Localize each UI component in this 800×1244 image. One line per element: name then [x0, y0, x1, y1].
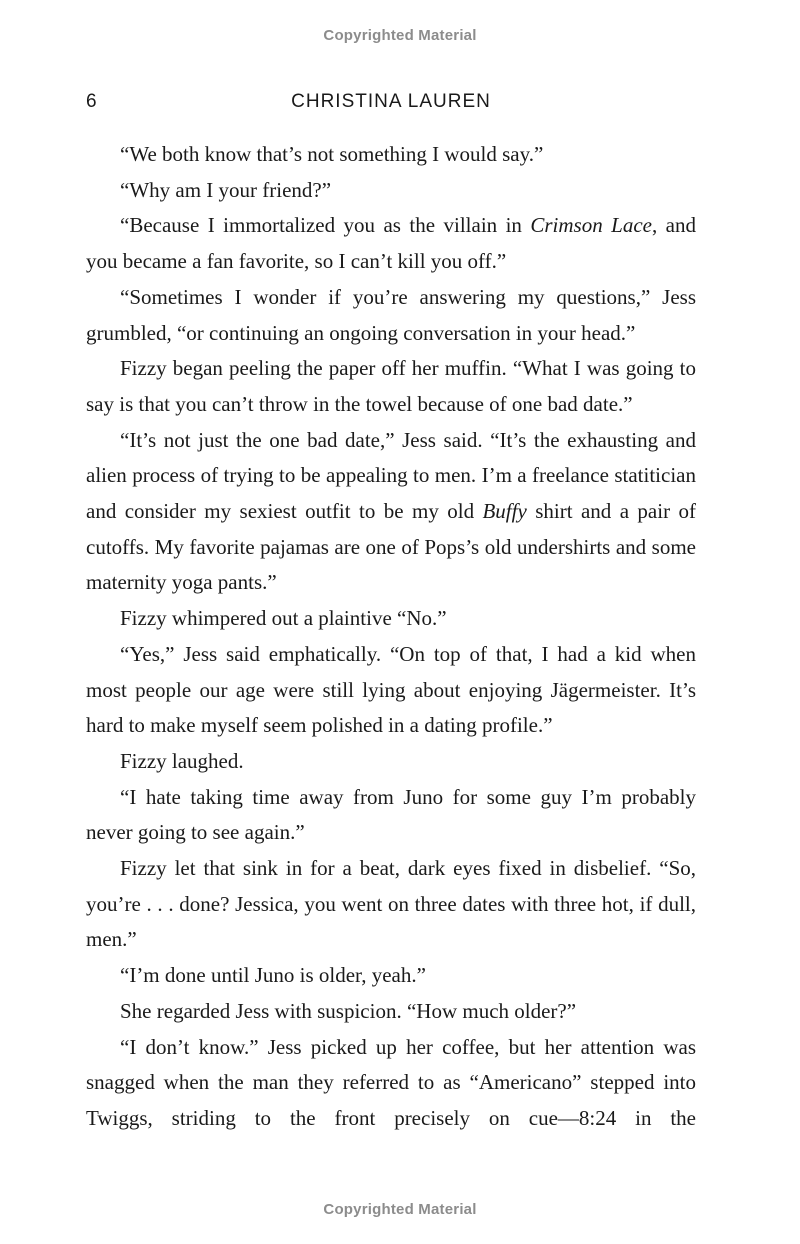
author-name: CHRISTINA LAUREN	[291, 91, 491, 112]
paragraph: Fizzy began peeling the paper off her muffin. “What I was going to say is that you can’t throw in the towel because of one bad date.”	[86, 356, 696, 416]
paragraph: Fizzy laughed.	[120, 748, 244, 773]
show-title-italic: Buffy	[482, 499, 527, 524]
book-title-italic: Crimson Lace	[530, 213, 652, 238]
paragraph: “We both know that’s not something I would say.”	[120, 142, 544, 166]
page-body	[86, 137, 696, 1137]
copyright-watermark-bottom: Copyrighted Material	[323, 1201, 477, 1218]
paragraph: “I’m done until Juno is older, yeah.”	[120, 963, 426, 988]
paragraph: She regarded Jess with suspicion. “How much older?”	[120, 998, 577, 1023]
copyright-watermark-top: Copyrighted Material	[323, 27, 477, 44]
page-number: 6	[86, 91, 98, 112]
paragraph: Fizzy whimpered out a plaintive “No.”	[120, 606, 447, 631]
paragraph: “Sometimes I wonder if you’re answering my questions,” Jess grumbled, “or continuing an ongoing conversation in your head.”	[86, 284, 696, 345]
paragraph: Fizzy let that sink in for a beat, dark eyes fixed in disbelief. “So, you’re . . . done? Jessica, you went on three dates with three hot, if dull, men.”	[86, 856, 696, 952]
paragraph: “I hate taking time away from Juno for some guy I’m probably never going to see again.”	[86, 784, 696, 845]
paragraph: “Yes,” Jess said emphatically. “On top of that, I had a kid when most people our age were still lying about enjoying Jägermeister. It’s hard to make myself seem polished in a dating profile.”	[86, 641, 696, 738]
paragraph: “I don’t know.” Jess picked up her coffee, but her attention was snagged when the man they referred to as “Americano” stepped into Twiggs, striding to the front precisely on cue—8:24 in the	[86, 1034, 696, 1130]
running-head	[86, 88, 696, 116]
paragraph: “Why am I your friend?”	[120, 177, 332, 202]
paragraph: “Because I immortalized you as the villain in Crimson Lace, and you became a fan favorite, so I can’t kill you off.”	[86, 213, 696, 274]
paragraph: “It’s not just the one bad date,” Jess said. “It’s the exhausting and alien process of trying to be appealing to men. I’m a freelance statitician and consider my sexiest outfit to be my old Buffy shirt and a pair of cutoffs. My favorite pajamas are one of Pops’s old undershirts and some maternity yoga pants.”	[86, 427, 696, 595]
